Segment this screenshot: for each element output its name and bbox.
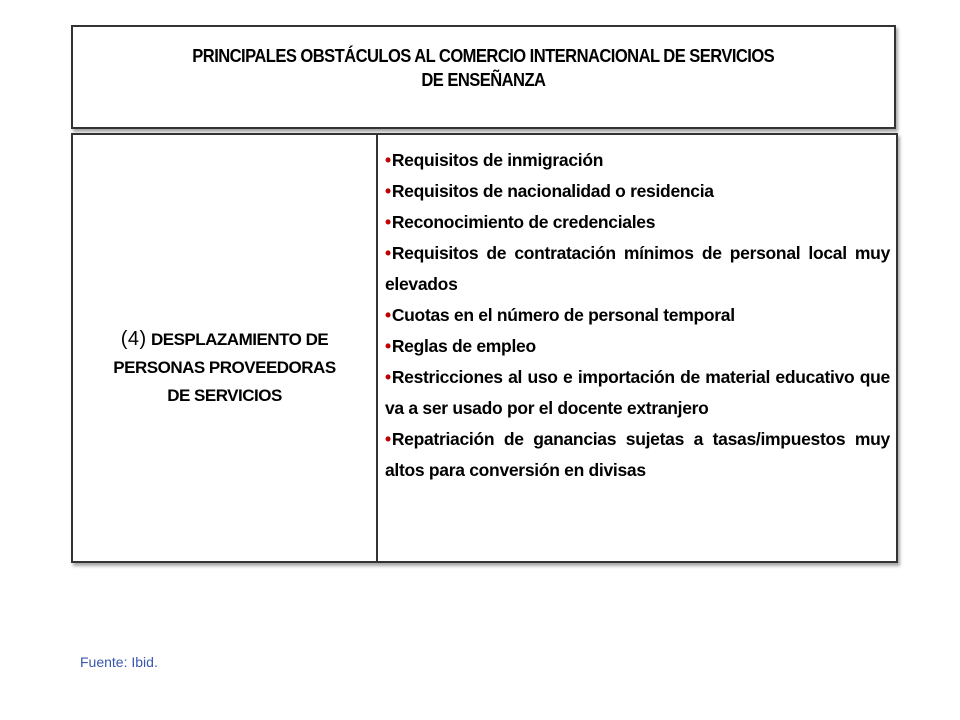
title-line-2: DE ENSEÑANZA [421, 70, 546, 90]
bullet-icon: • [385, 150, 391, 170]
bullet-icon: • [385, 305, 391, 325]
category-label-3: DE SERVICIOS [167, 385, 282, 405]
category-number: (4) [120, 327, 147, 350]
obstacle-text: Restricciones al uso e importación de material educativo que va a ser usado por el docente extranjero [385, 367, 890, 418]
obstacle-text: Reglas de empleo [391, 336, 536, 356]
category-cell [73, 135, 378, 561]
obstacle-text: Requisitos de inmigración [391, 150, 604, 170]
obstacle-item [385, 300, 890, 331]
title-line-1: PRINCIPALES OBSTÁCULOS AL COMERCIO INTERNACIONAL DE SERVICIOS [192, 46, 775, 66]
bullet-icon: • [385, 429, 391, 449]
obstacles-cell [378, 135, 896, 561]
obstacle-text: Requisitos de nacionalidad o residencia [391, 181, 714, 201]
category-heading-line-1 [121, 325, 328, 354]
bullet-icon: • [385, 336, 391, 356]
obstacle-item [385, 424, 890, 486]
category-label-2: PERSONAS PROVEEDORAS [113, 357, 336, 377]
source-note: Fuente: Ibid. [80, 654, 158, 670]
bullet-icon: • [385, 243, 391, 263]
obstacle-item [385, 331, 890, 362]
obstacles-list [385, 145, 890, 486]
obstacle-item [385, 145, 890, 176]
obstacle-text: Reconocimiento de credenciales [391, 212, 656, 232]
obstacle-text: Repatriación de ganancias sujetas a tasas/impuestos muy altos para conversión en divisas [385, 429, 890, 480]
obstacle-item [385, 207, 890, 238]
obstacle-item [385, 362, 890, 424]
obstacle-item [385, 176, 890, 207]
bullet-icon: • [385, 181, 391, 201]
category-label-1: DESPLAZAMIENTO DE [150, 329, 329, 349]
title-box [71, 25, 896, 129]
bullet-icon: • [385, 212, 391, 232]
obstacle-text: Cuotas en el número de personal temporal [391, 305, 735, 325]
obstacle-item [385, 238, 890, 300]
bullet-icon: • [385, 367, 391, 387]
obstacles-table [71, 133, 898, 563]
obstacle-text: Requisitos de contratación mínimos de personal local muy elevados [385, 243, 890, 294]
